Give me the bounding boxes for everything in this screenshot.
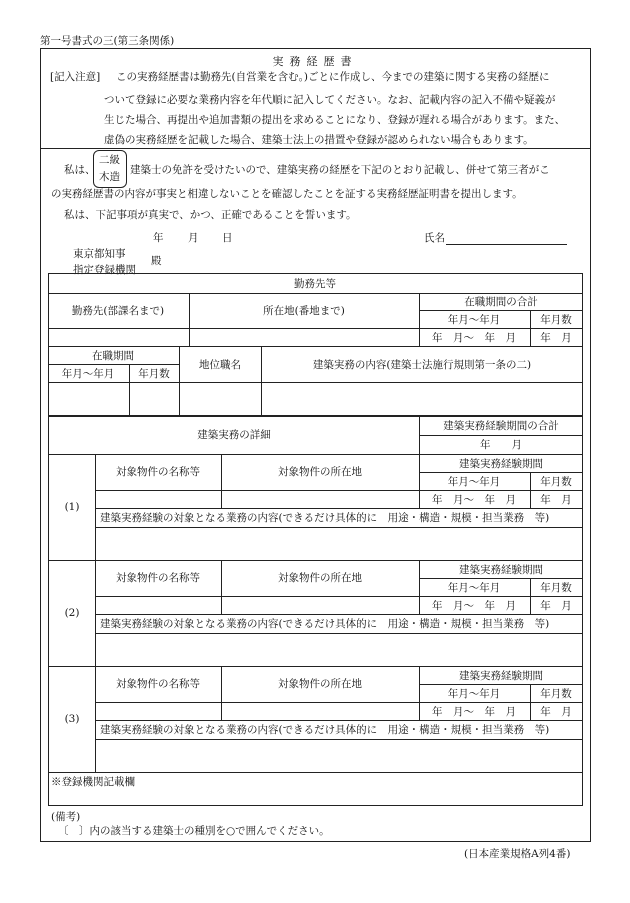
ym-count-field[interactable]: 年 月 (540, 706, 572, 718)
ym-range-header: 年月〜年月 (447, 476, 501, 488)
oath-line: 私は、下記事項が真実で、かつ、正確であることを誓います。 (64, 209, 357, 221)
ym-count-header: 年月数 (540, 688, 572, 700)
addressee: 指定登録機関 (73, 264, 136, 276)
remarks-label: (備考) (51, 811, 81, 823)
notice-line: この実務経歴書は勤務先(自営業を含む。)ごとに作成し、今までの建築に関する実務の経歴に (116, 71, 550, 83)
notice-line: ついて登録に必要な業務内容を年代順に記入してください。なお、記載内容の記入不備や疑義が (104, 94, 556, 106)
ym-range-header: 年月〜年月 (447, 688, 501, 700)
ym-count-field[interactable]: 年 月 (540, 494, 572, 506)
ym-count-field[interactable]: 年 月 (540, 600, 572, 612)
name-underline[interactable] (446, 244, 567, 245)
entry-number: (3) (64, 713, 80, 725)
registry-note: ※登録機関記載欄 (51, 776, 135, 788)
business-content-header: 建築実務経験の対象となる業務の内容(できるだけ具体的に 用途・構造・規模・担当業務 等) (100, 512, 550, 524)
form-id: 第一号書式の三(第三条関係) (40, 35, 175, 47)
details-header: 建築実務の詳細 (197, 429, 271, 441)
business-content-header: 建築実務経験の対象となる業務の内容(できるだけ具体的に 用途・構造・規模・担当業務 等) (100, 618, 550, 630)
property-name-header: 対象物件の名称等 (116, 678, 200, 690)
experience-total-header: 建築実務経験期間の合計 (443, 420, 559, 432)
ym-count-header: 年月数 (540, 476, 572, 488)
declaration-prefix: 私は、 (64, 164, 96, 176)
ym-range-field[interactable]: 年 月〜 年 月 (432, 332, 516, 344)
date-year-label: 年 (153, 232, 164, 244)
ym-range-header: 年月〜年月 (447, 582, 501, 594)
date-month-label: 月 (188, 232, 199, 244)
position-header: 地位職名 (199, 359, 241, 371)
ym-range-header: 年月〜年月 (447, 314, 501, 326)
declaration-line: 建築士の免許を受けたいので、建築実務の経歴を下記のとおり記載し、併せて第三者がこ (130, 164, 550, 176)
property-name-header: 対象物件の名称等 (116, 572, 200, 584)
ym-count-field[interactable]: 年 月 (540, 332, 572, 344)
notice-label: [記入注意] (50, 71, 101, 83)
experience-period-header: 建築実務経験期間 (459, 564, 543, 576)
ym-count-header: 年月数 (540, 582, 572, 594)
ym-range-field[interactable]: 年 月〜 年 月 (432, 494, 516, 506)
employer-header: 勤務先(部課名まで) (71, 305, 165, 317)
grade-option-nikyu[interactable]: 二級 (99, 154, 120, 166)
footer-standard: (日本産業規格A列4番) (464, 848, 571, 860)
grade-option-mokuzo[interactable]: 木造 (99, 171, 120, 183)
property-location-header: 対象物件の所在地 (278, 466, 362, 478)
notice-line: 虚偽の実務経歴を記載した場合、建築士法上の措置や登録が認められない場合もあります。 (104, 134, 534, 146)
ym-range-field[interactable]: 年 月〜 年 月 (432, 600, 516, 612)
experience-total-field[interactable]: 年 月 (480, 439, 522, 451)
addressee: 東京都知事 (73, 248, 126, 260)
page-title: 実務経歴書 (272, 55, 358, 68)
property-location-header: 対象物件の所在地 (278, 678, 362, 690)
entry-number: (2) (64, 607, 80, 619)
experience-period-header: 建築実務経験期間 (459, 458, 543, 470)
name-label: 氏名 (424, 232, 445, 244)
period-total-header: 在職期間の合計 (464, 296, 538, 308)
honorific: 殿 (151, 255, 162, 267)
remarks-text: 〔 〕内の該当する建築士の種別を○で囲んでください。 (58, 825, 330, 837)
workplace-header: 勤務先等 (294, 278, 336, 290)
property-location-header: 対象物件の所在地 (278, 572, 362, 584)
date-day-label: 日 (222, 232, 233, 244)
divider (40, 148, 591, 149)
location-header: 所在地(番地まで) (263, 305, 345, 317)
declaration-line: の実務経歴書の内容が事実と相違しないことを確認したことを証する実務経歴証明書を提出します。 (51, 188, 523, 200)
business-content-header: 建築実務経験の対象となる業務の内容(できるだけ具体的に 用途・構造・規模・担当業務 等) (100, 724, 550, 736)
work-content-header: 建築実務の内容(建築士法施行規則第一条の二) (312, 359, 532, 371)
entry-number: (1) (64, 501, 80, 513)
tenure-range-header: 年月〜年月 (61, 368, 115, 380)
tenure-count-header: 年月数 (138, 368, 170, 380)
ym-range-field[interactable]: 年 月〜 年 月 (432, 706, 516, 718)
property-name-header: 対象物件の名称等 (116, 466, 200, 478)
tenure-header: 在職期間 (92, 350, 134, 362)
experience-period-header: 建築実務経験期間 (459, 670, 543, 682)
notice-line: 生じた場合、再提出や追加書類の提出を求めることになり、登録が遅れる場合があります。また、 (104, 114, 566, 126)
ym-count-header: 年月数 (540, 314, 572, 326)
